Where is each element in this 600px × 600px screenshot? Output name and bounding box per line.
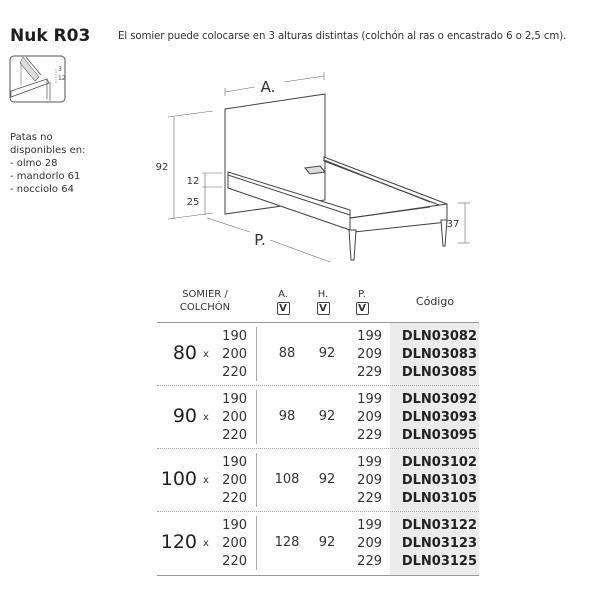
somier-width: 90 (172, 405, 197, 427)
product-title: Nuk R03 (10, 26, 91, 46)
length-value: 220 (222, 491, 247, 506)
table-row (157, 386, 479, 448)
product-code: DLN03103 (401, 473, 477, 488)
header-h-label: H. (317, 289, 329, 300)
p-value: 209 (357, 473, 382, 488)
somier-lengths (215, 517, 247, 571)
note-line: disponibles en: (10, 145, 86, 156)
checkbox-icon: V (317, 302, 330, 315)
p-value: 199 (357, 455, 382, 470)
codes (393, 517, 477, 571)
h-value: 92 (318, 346, 336, 361)
p-value: 199 (357, 329, 382, 344)
h-value: 92 (318, 472, 336, 487)
header-a (273, 288, 293, 315)
length-value: 190 (222, 518, 247, 533)
column-divider (256, 516, 257, 570)
product-code: DLN03122 (401, 518, 477, 533)
base-dimension-label: 25 (186, 197, 200, 208)
a-value: 108 (274, 472, 300, 487)
header-p-label: P. (358, 289, 366, 300)
length-value: 200 (222, 473, 247, 488)
header-somier (165, 288, 245, 314)
thumb-label-bottom: 12 (58, 75, 66, 82)
depth-dimension-label: P. (254, 231, 266, 249)
length-value: 220 (222, 554, 247, 569)
bed-technical-drawing (150, 60, 480, 270)
header-code: Código (415, 295, 455, 308)
product-code: DLN03095 (401, 428, 477, 443)
p-value: 229 (357, 491, 382, 506)
table-row (157, 323, 479, 385)
product-code: DLN03125 (401, 554, 477, 569)
p-value: 209 (357, 536, 382, 551)
column-divider (256, 453, 257, 507)
p-values (345, 328, 382, 382)
column-divider (256, 390, 257, 444)
p-value: 199 (357, 392, 382, 407)
p-value: 209 (357, 347, 382, 362)
times-sign: x (203, 538, 209, 549)
leg-height-label: 37 (446, 219, 460, 230)
h-value: 92 (318, 409, 336, 424)
product-description: El somier puede colocarse en 3 alturas distintas (colchón al ras o encastrado 6 o 2,5 cm). (118, 31, 567, 42)
p-value: 199 (357, 518, 382, 533)
slat-dimension-label: 12 (186, 176, 200, 187)
somier-lengths (215, 391, 247, 445)
p-value: 229 (357, 554, 382, 569)
somier-width: 80 (172, 342, 197, 364)
somier-width: 100 (160, 468, 197, 490)
length-value: 200 (222, 536, 247, 551)
header-somier-line2: COLCHÓN (179, 302, 231, 313)
somier-lengths (215, 454, 247, 508)
length-value: 220 (222, 365, 247, 380)
somier-lengths (215, 328, 247, 382)
header-a-label: A. (278, 289, 288, 300)
product-code: DLN03085 (401, 365, 477, 380)
note-line: Patas no (10, 132, 53, 143)
product-code: DLN03083 (401, 347, 477, 362)
product-code: DLN03082 (401, 329, 477, 344)
h-value: 92 (318, 535, 336, 550)
length-value: 200 (222, 410, 247, 425)
product-code: DLN03105 (401, 491, 477, 506)
table-row (157, 449, 479, 511)
note-line: - nocciolo 64 (10, 184, 74, 195)
times-sign: x (203, 349, 209, 360)
legs-availability-notes (10, 131, 85, 196)
length-value: 190 (222, 392, 247, 407)
table-row (157, 512, 479, 574)
codes (393, 328, 477, 382)
height-dimension-label: 92 (155, 162, 169, 173)
a-value: 98 (278, 409, 296, 424)
header-somier-line1: SOMIER / (182, 289, 228, 300)
product-code: DLN03123 (401, 536, 477, 551)
a-value: 88 (278, 346, 296, 361)
header-h (313, 288, 333, 315)
width-dimension-label: A. (260, 78, 276, 96)
times-sign: x (203, 412, 209, 423)
length-value: 200 (222, 347, 247, 362)
codes (393, 454, 477, 508)
a-value: 128 (274, 535, 300, 550)
checkbox-icon: V (277, 302, 290, 315)
p-values (345, 454, 382, 508)
product-code: DLN03092 (401, 392, 477, 407)
codes (393, 391, 477, 445)
p-values (345, 517, 382, 571)
somier-width: 120 (160, 531, 197, 553)
length-value: 190 (222, 455, 247, 470)
checkbox-icon: V (356, 302, 369, 315)
product-code: DLN03102 (401, 455, 477, 470)
note-line: - mandorlo 61 (10, 171, 81, 182)
somier-height-detail-image (9, 55, 66, 103)
p-value: 209 (357, 410, 382, 425)
note-line: - olmo 28 (10, 158, 58, 169)
length-value: 220 (222, 428, 247, 443)
length-value: 190 (222, 329, 247, 344)
header-p (352, 288, 372, 315)
table-bottom-border (157, 575, 479, 576)
times-sign: x (203, 475, 209, 486)
dimensions-table (157, 322, 479, 576)
p-value: 229 (357, 365, 382, 380)
p-values (345, 391, 382, 445)
column-divider (256, 327, 257, 381)
p-value: 229 (357, 428, 382, 443)
product-code: DLN03093 (401, 410, 477, 425)
thumb-label-top: 3 (58, 66, 62, 73)
